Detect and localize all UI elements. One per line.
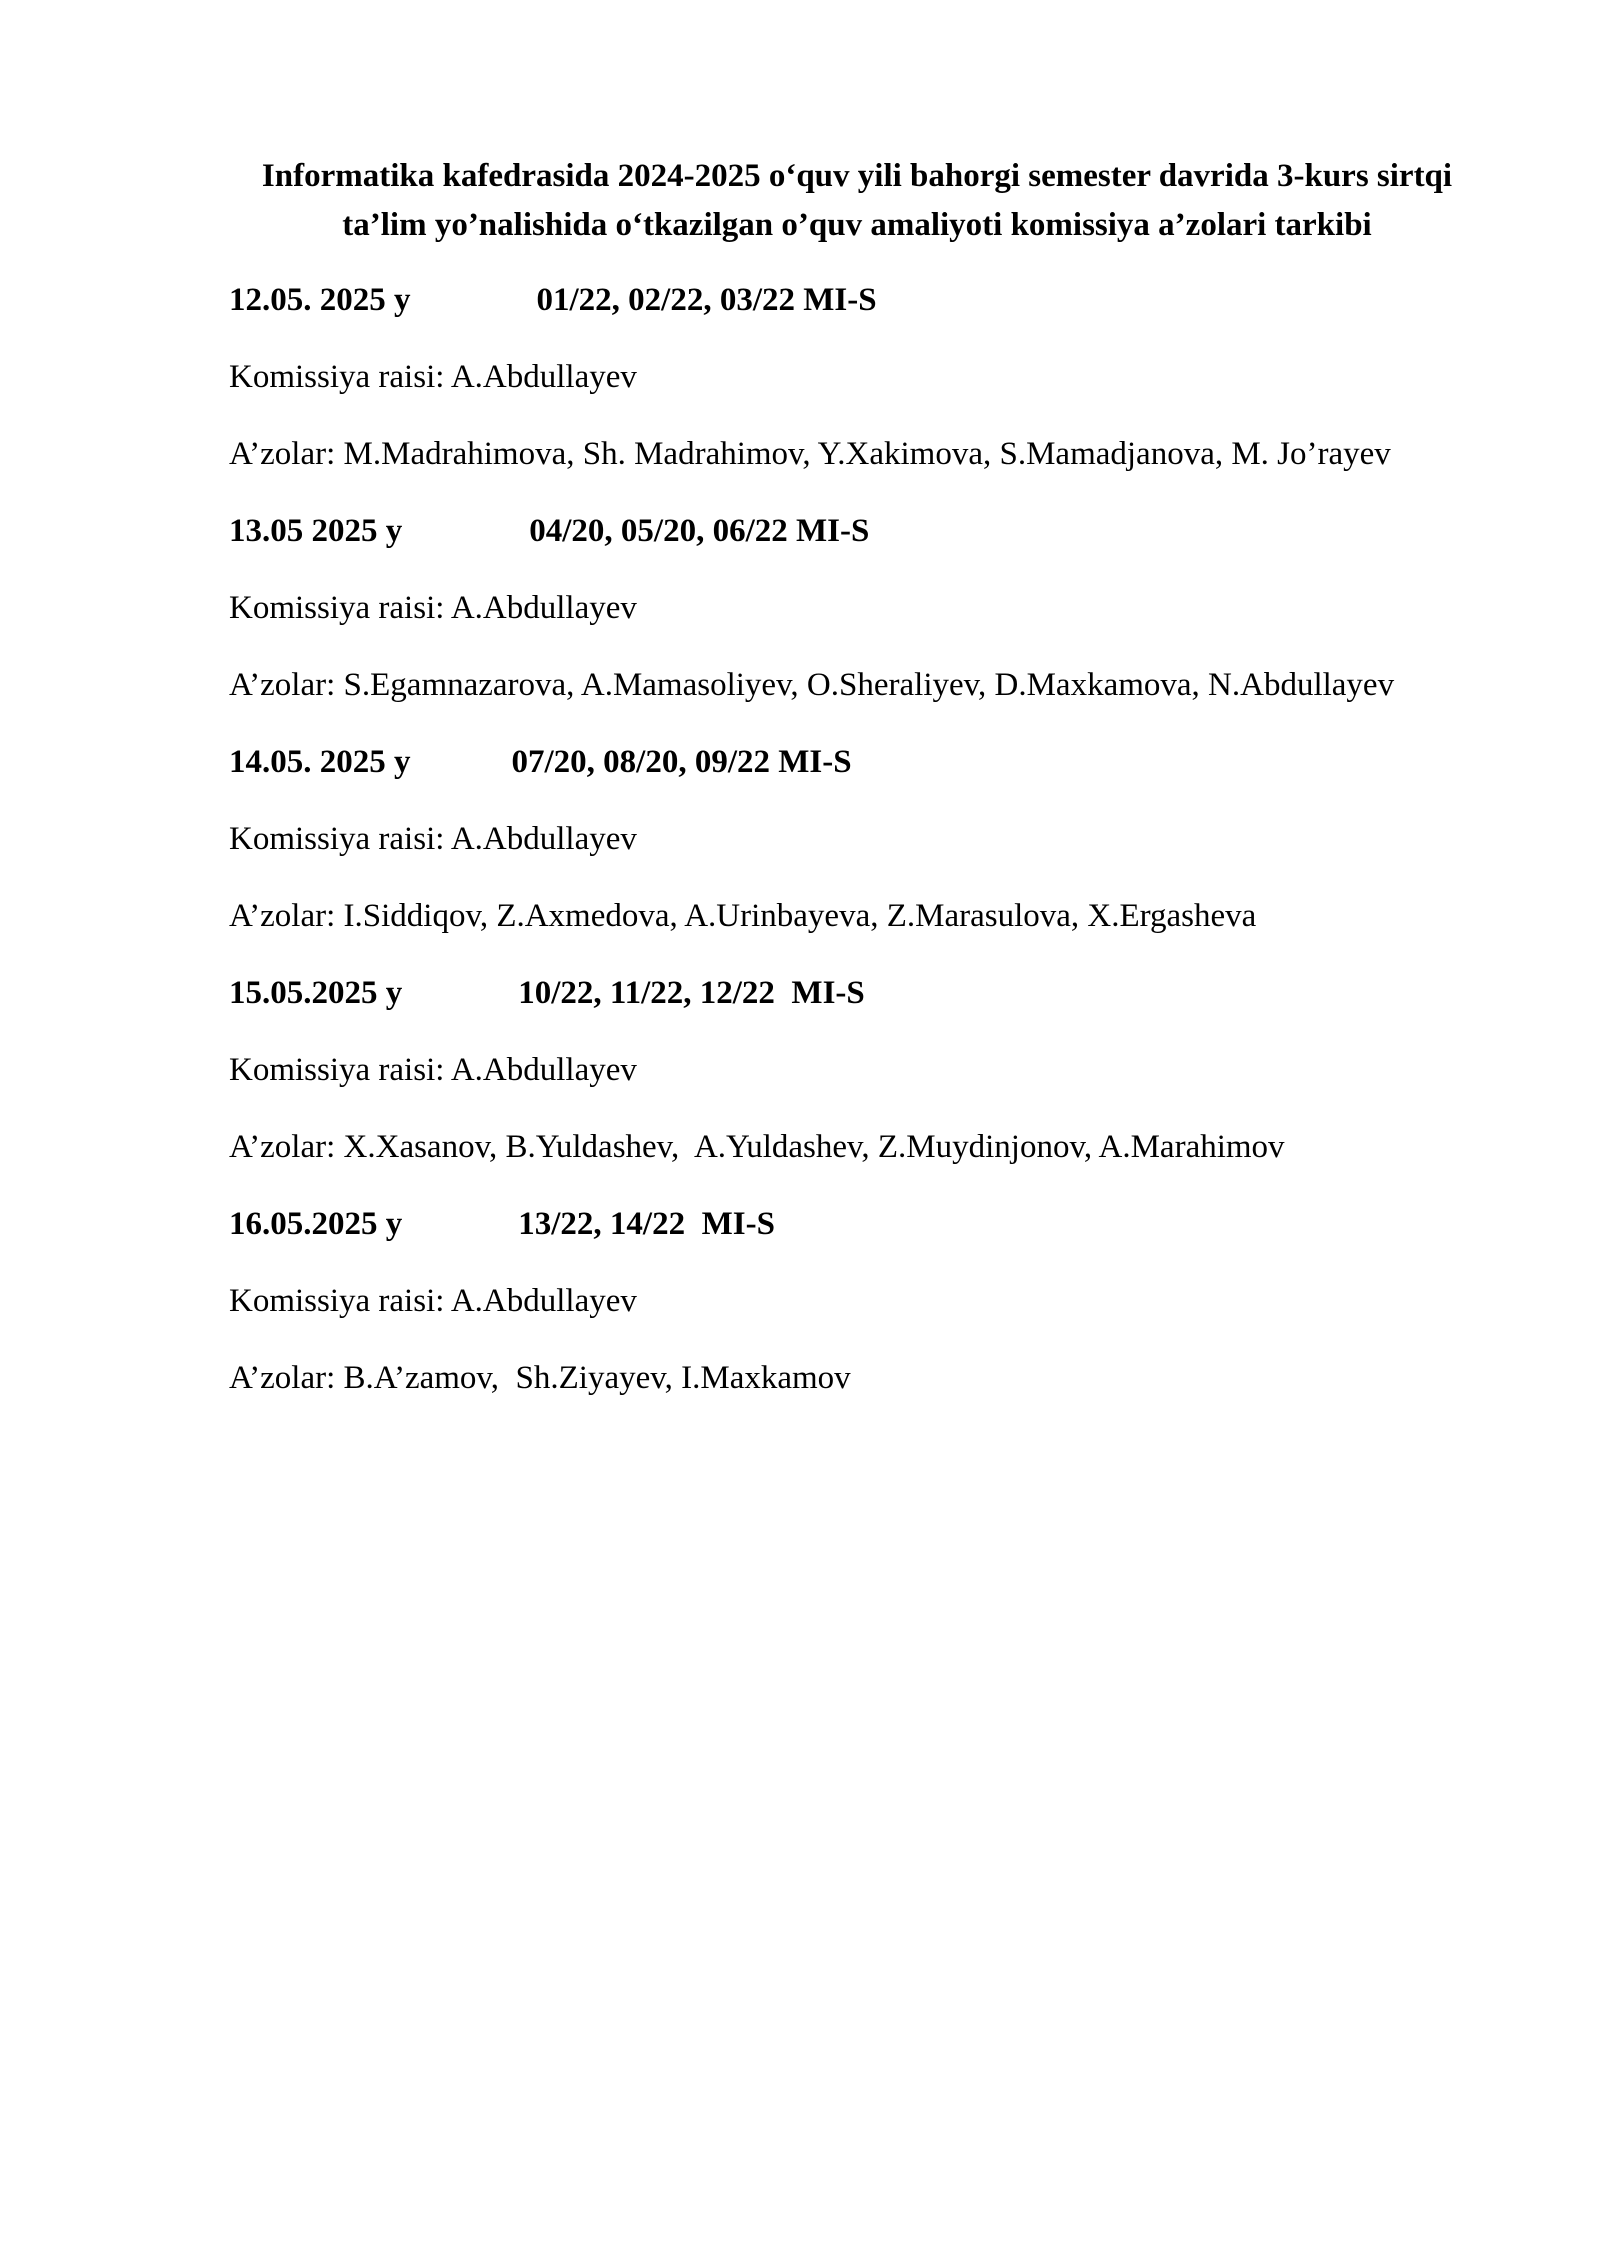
schedule-date-line bbox=[229, 276, 1485, 325]
commission-chair: Komissiya raisi: A.Abdullayev bbox=[229, 1283, 637, 1319]
commission-members: A’zolar: M.Madrahimova, Sh. Madrahimov, Y.Xakimova, S.Mamadjanova, M. Jo’rayev bbox=[229, 436, 1391, 472]
document-page bbox=[229, 152, 1485, 1431]
commission-chair: Komissiya raisi: A.Abdullayev bbox=[229, 1052, 637, 1088]
commission-chair: Komissiya raisi: A.Abdullayev bbox=[229, 359, 637, 395]
schedule-section-5 bbox=[229, 1200, 1485, 1403]
schedule-date-line bbox=[229, 969, 1485, 1018]
document-title: Informatika kafedrasida 2024-2025 o‘quv yili bahorgi semester davrida 3-kurs sirtqi ta’lim yo’nalishida o‘tkazilgan o’quv amaliyoti komissiya a’zolari tarkibi bbox=[261, 158, 1453, 243]
schedule-groups: 01/22, 02/22, 03/22 MI-S bbox=[536, 282, 877, 318]
commission-chair: Komissiya raisi: A.Abdullayev bbox=[229, 821, 637, 857]
commission-members: A’zolar: X.Xasanov, B.Yuldashev, A.Yuldashev, Z.Muydinjonov, A.Marahimov bbox=[229, 1129, 1285, 1165]
schedule-date: 16.05.2025 y bbox=[229, 1206, 403, 1242]
commission-members: A’zolar: I.Siddiqov, Z.Axmedova, A.Urinbayeva, Z.Marasulova, X.Ergasheva bbox=[229, 898, 1257, 934]
schedule-groups: 07/20, 08/20, 09/22 MI-S bbox=[511, 744, 852, 780]
schedule-date: 13.05 2025 y bbox=[229, 513, 403, 549]
schedule-section-1 bbox=[229, 276, 1485, 479]
schedule-date-line bbox=[229, 1200, 1485, 1249]
commission-members: A’zolar: B.A’zamov, Sh.Ziyayev, I.Maxkamov bbox=[229, 1360, 851, 1396]
schedule-section-4 bbox=[229, 969, 1485, 1172]
schedule-section-3 bbox=[229, 738, 1485, 941]
schedule-date: 15.05.2025 y bbox=[229, 975, 403, 1011]
schedule-date-line bbox=[229, 507, 1485, 556]
commission-chair: Komissiya raisi: A.Abdullayev bbox=[229, 590, 637, 626]
schedule-groups: 13/22, 14/22 MI-S bbox=[518, 1206, 775, 1242]
schedule-section-2 bbox=[229, 507, 1485, 710]
schedule-date-line bbox=[229, 738, 1485, 787]
schedule-date: 14.05. 2025 y bbox=[229, 744, 411, 780]
schedule-groups: 10/22, 11/22, 12/22 MI-S bbox=[518, 975, 865, 1011]
schedule-groups: 04/20, 05/20, 06/22 MI-S bbox=[529, 513, 870, 549]
schedule-date: 12.05. 2025 y bbox=[229, 282, 411, 318]
commission-members: A’zolar: S.Egamnazarova, A.Mamasoliyev, O.Sheraliyev, D.Maxkamova, N.Abdullayev bbox=[229, 667, 1395, 703]
